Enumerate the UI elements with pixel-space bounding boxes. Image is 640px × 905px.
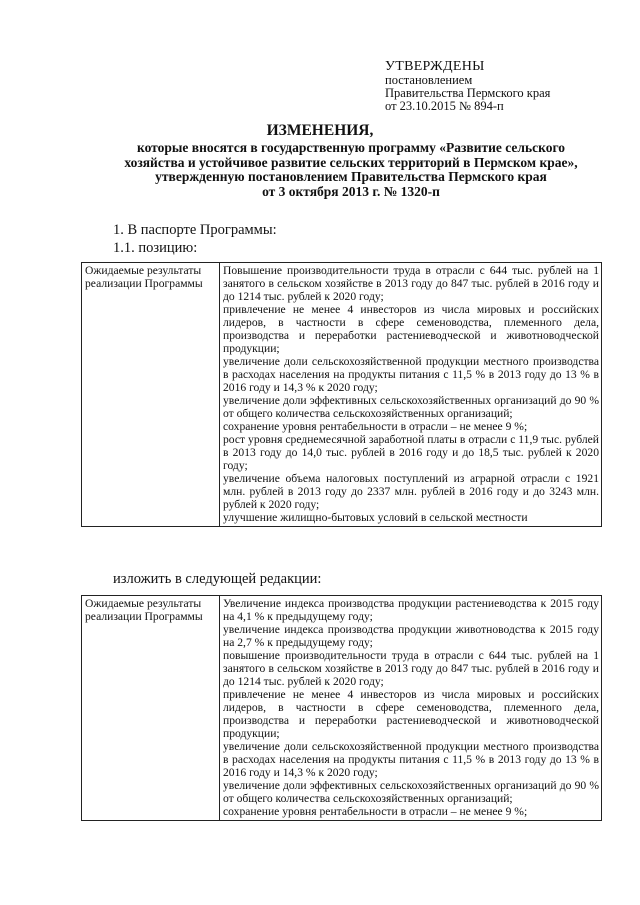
approval-block bbox=[385, 59, 550, 113]
list-item: увеличение доли эффективных сельскохозяйственных организаций до 90 % от общего количества сельскохозяйственных организаций; bbox=[223, 779, 599, 805]
list-item: увеличение объема налоговых поступлений из аграрной отрасли с 1921 млн. рублей в 2013 году до 2337 млн. рублей в 2016 году и до 3243 млн. рублей к 2020 году; bbox=[223, 472, 599, 511]
table-row bbox=[82, 263, 602, 527]
list-item: рост уровня среднемесячной заработной платы в отрасли с 11,9 тыс. рублей в 2013 году до 14,0 тыс. рублей в 2016 году и до 18,5 тыс. рублей к 2020 году; bbox=[223, 433, 599, 472]
subtitle-line: от 3 октября 2013 г. № 1320-п bbox=[262, 183, 440, 199]
table-content-cell bbox=[220, 596, 602, 821]
document-subtitle bbox=[86, 141, 616, 199]
list-item: увеличение доли сельскохозяйственной продукции местного производства в расходах населения на продукты питания с 11,5 % в 2013 году до 13 % в 2016 году и 14,3 % к 2020 году; bbox=[223, 740, 599, 779]
approval-line: Правительства Пермского края bbox=[385, 86, 551, 100]
list-item: увеличение доли сельскохозяйственной продукции местного производства в расходах населения на продукты питания с 11,5 % в 2013 году до 13 % в 2016 году и 14,3 % к 2020 году; bbox=[223, 355, 599, 394]
approval-heading: УТВЕРЖДЕНЫ bbox=[385, 59, 485, 74]
list-item: привлечение не менее 4 инвесторов из числа мировых и российских лидеров, в частности в сфере семеноводства, племенного дела, производства и переработки растениеводческой и животноводческой продукции; bbox=[223, 303, 599, 355]
subtitle-line: хозяйства и устойчивое развитие сельских территорий в Пермском крае», bbox=[124, 154, 578, 170]
approval-line: постановлением bbox=[385, 73, 473, 87]
list-item: повышение производительности труда в отрасли с 644 тыс. рублей на 1 занятого в сельском хозяйстве в 2013 году до 847 тыс. рублей в 2016 году и до 1214 тыс. рублей к 2020 году; bbox=[223, 649, 599, 688]
table-label-cell: Ожидаемые результаты реализации Программы bbox=[82, 263, 220, 527]
table-content-cell bbox=[220, 263, 602, 527]
document-title: ИЗМЕНЕНИЯ, bbox=[266, 122, 374, 139]
list-item: Повышение производительности труда в отрасли с 644 тыс. рублей на 1 занятого в сельском хозяйстве в 2013 году до 847 тыс. рублей в 2016 году и до 1214 тыс. рублей к 2020 году; bbox=[223, 264, 599, 303]
list-item: Увеличение индекса производства продукции растениеводства к 2015 году на 4,1 % к предыдущему году; bbox=[223, 597, 599, 623]
list-item: сохранение уровня рентабельности в отрасли – не менее 9 %; bbox=[223, 420, 528, 433]
results-table-old bbox=[81, 262, 602, 527]
results-table-new bbox=[81, 595, 602, 821]
table-label-cell: Ожидаемые результаты реализации Программы bbox=[82, 596, 220, 821]
section-heading: 1. В паспорте Программы: bbox=[113, 222, 277, 238]
list-item: сохранение уровня рентабельности в отрасли – не менее 9 %; bbox=[223, 805, 528, 818]
list-item: улучшение жилищно-бытовых условий в сельской местности bbox=[223, 511, 528, 524]
subtitle-line: которые вносятся в государственную программу «Развитие сельского bbox=[137, 140, 565, 155]
list-item: увеличение доли эффективных сельскохозяйственных организаций до 90 % от общего количества сельскохозяйственных организаций; bbox=[223, 394, 599, 420]
list-item: увеличение индекса производства продукции животноводства к 2015 году на 2,7 % к предыдущему году; bbox=[223, 623, 599, 649]
subtitle-line: утвержденную постановлением Правительства Пермского края bbox=[155, 169, 547, 184]
list-item: привлечение не менее 4 инвесторов из числа мировых и российских лидеров, в частности в сфере семеноводства, племенного дела, производства и переработки растениеводческой и животноводческой продукции; bbox=[223, 688, 599, 740]
approval-line: от 23.10.2015 № 894-п bbox=[385, 99, 504, 113]
subsection-heading: 1.1. позицию: bbox=[113, 240, 198, 256]
table-row bbox=[82, 596, 602, 821]
restatement-text: изложить в следующей редакции: bbox=[113, 571, 322, 587]
